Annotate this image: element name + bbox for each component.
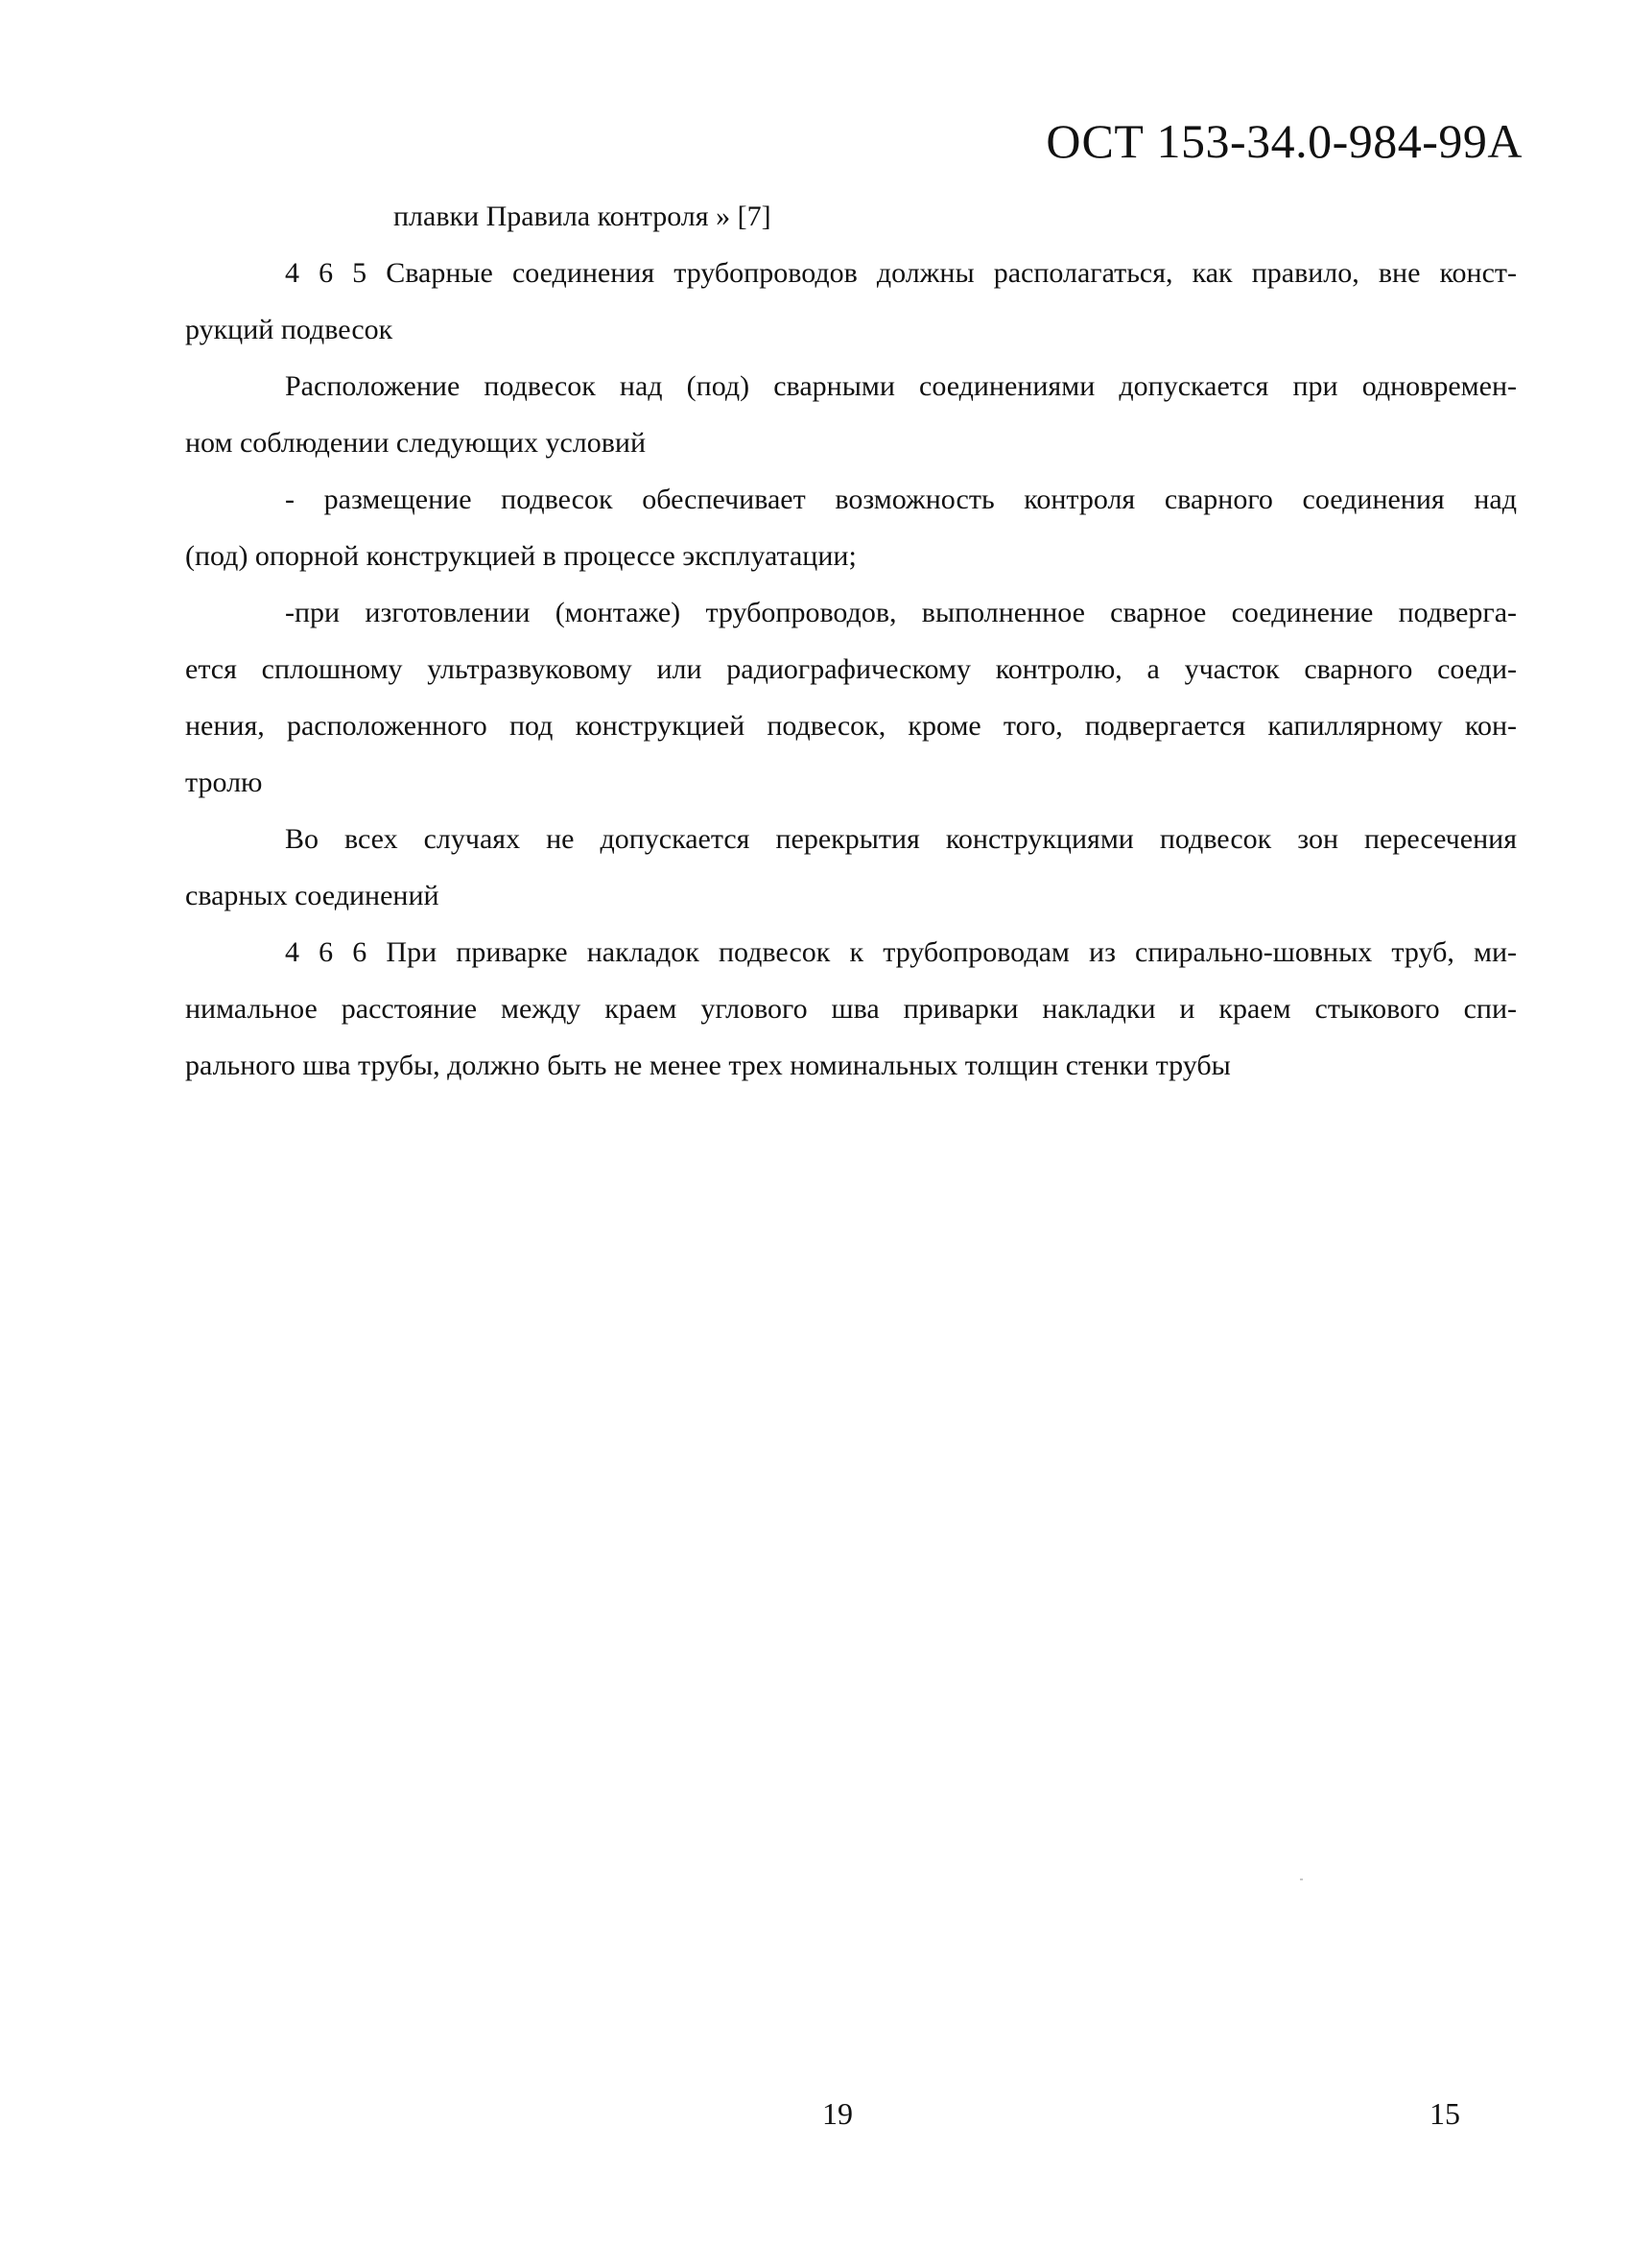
document-code: ОСТ 153-34.0-984-99А [1046, 114, 1523, 168]
text-line: -при изготовлении (монтаже) трубопроводов, выполненное сварное соединение подверга- [285, 597, 1517, 628]
text-line: нения, расположенного под конструкцией подвесок, кроме того, подвергается капиллярному кон- [185, 710, 1517, 742]
text-line: сварных соединений [185, 880, 439, 911]
text-line: тролю [185, 767, 263, 798]
text-line: Во всех случаях не допускается перекрытия конструкциями подвесок зон пересечения [285, 823, 1517, 855]
text-line: ется сплошному ультразвуковому или радиографическому контролю, а участок сварного соеди- [185, 653, 1517, 685]
text-line: ном соблюдении следующих условий [185, 427, 646, 459]
paragraph-overlap-rule [185, 811, 1517, 924]
page-number-right: 15 [1429, 2096, 1460, 2131]
text-line: (под) опорной конструкцией в процессе эксплуатации; [185, 540, 857, 572]
text-line: - размещение подвесок обеспечивает возможность контроля сварного соединения над [285, 484, 1517, 515]
text-line: плавки Правила контроля » [7] [393, 201, 771, 232]
paragraph-4-6-5 [185, 245, 1517, 358]
text-line: нимальное расстояние между краем углового шва приварки накладки и краем стыкового спи- [185, 993, 1517, 1025]
text-line: рукций подвесок [185, 314, 393, 345]
document-body [185, 188, 1517, 1094]
text-line: рального шва трубы, должно быть не менее трех номинальных толщин стенки трубы [185, 1050, 1231, 1081]
scan-speck [1300, 1878, 1303, 1880]
paragraph-conditions-intro [185, 358, 1517, 471]
paragraph-4-6-6 [185, 924, 1517, 1094]
paragraph-continuation [185, 188, 1517, 245]
text-line: 4 6 6 При приварке накладок подвесок к трубопроводам из спирально-шовных труб, ми- [285, 936, 1517, 968]
page-number-center: 19 [822, 2096, 853, 2131]
text-line: Расположение подвесок над (под) сварными соединениями допускается при одновремен- [285, 370, 1517, 402]
text-line: 4 6 5 Сварные соединения трубопроводов должны располагаться, как правило, вне конст- [285, 257, 1517, 289]
paragraph-condition-1 [185, 471, 1517, 584]
paragraph-condition-2 [185, 584, 1517, 811]
